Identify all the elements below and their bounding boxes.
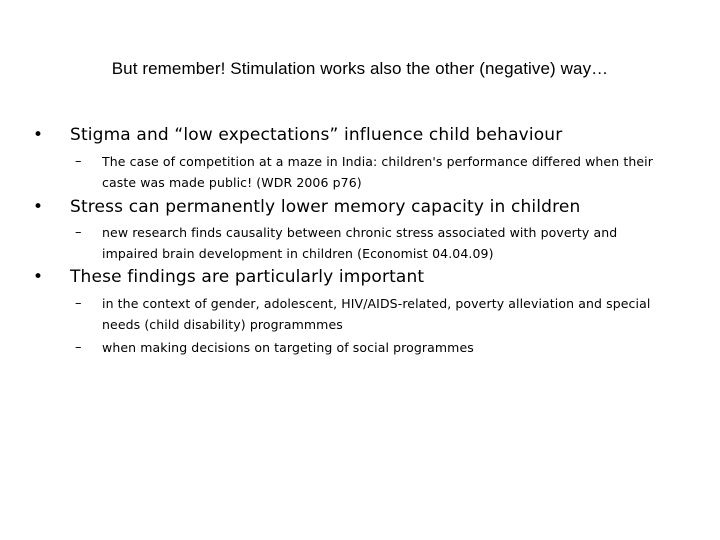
sub-bullet-text: when making decisions on targeting of social programmes: [102, 340, 474, 355]
sub-bullet-marker: –: [75, 154, 82, 169]
bullet-marker: •: [33, 125, 44, 145]
bullet-text: These findings are particularly important: [70, 267, 425, 287]
bullet-text: Stress can permanently lower memory capacity in children: [70, 197, 581, 217]
sub-bullet-marker: –: [75, 340, 82, 355]
bullet-text: Stigma and “low expectations” influence child behaviour: [70, 125, 563, 145]
sub-bullet-text: The case of competition at a maze in India: children's performance differed when their caste was made public! (WDR 2006 p76): [102, 154, 653, 190]
slide-title: But remember! Stimulation works also the other (negative) way…: [111, 59, 609, 78]
sub-bullet-text: new research finds causality between chronic stress associated with poverty and impaired brain development in children (Economist 04.04.09): [102, 225, 618, 261]
sub-bullet-marker: –: [75, 296, 82, 311]
bullet-marker: •: [33, 267, 44, 287]
sub-bullet-text: in the context of gender, adolescent, HIV/AIDS-related, poverty alleviation and special needs (child disability) programmmes: [102, 296, 651, 332]
bullet-marker: •: [33, 197, 44, 217]
sub-bullet-marker: –: [75, 225, 82, 240]
